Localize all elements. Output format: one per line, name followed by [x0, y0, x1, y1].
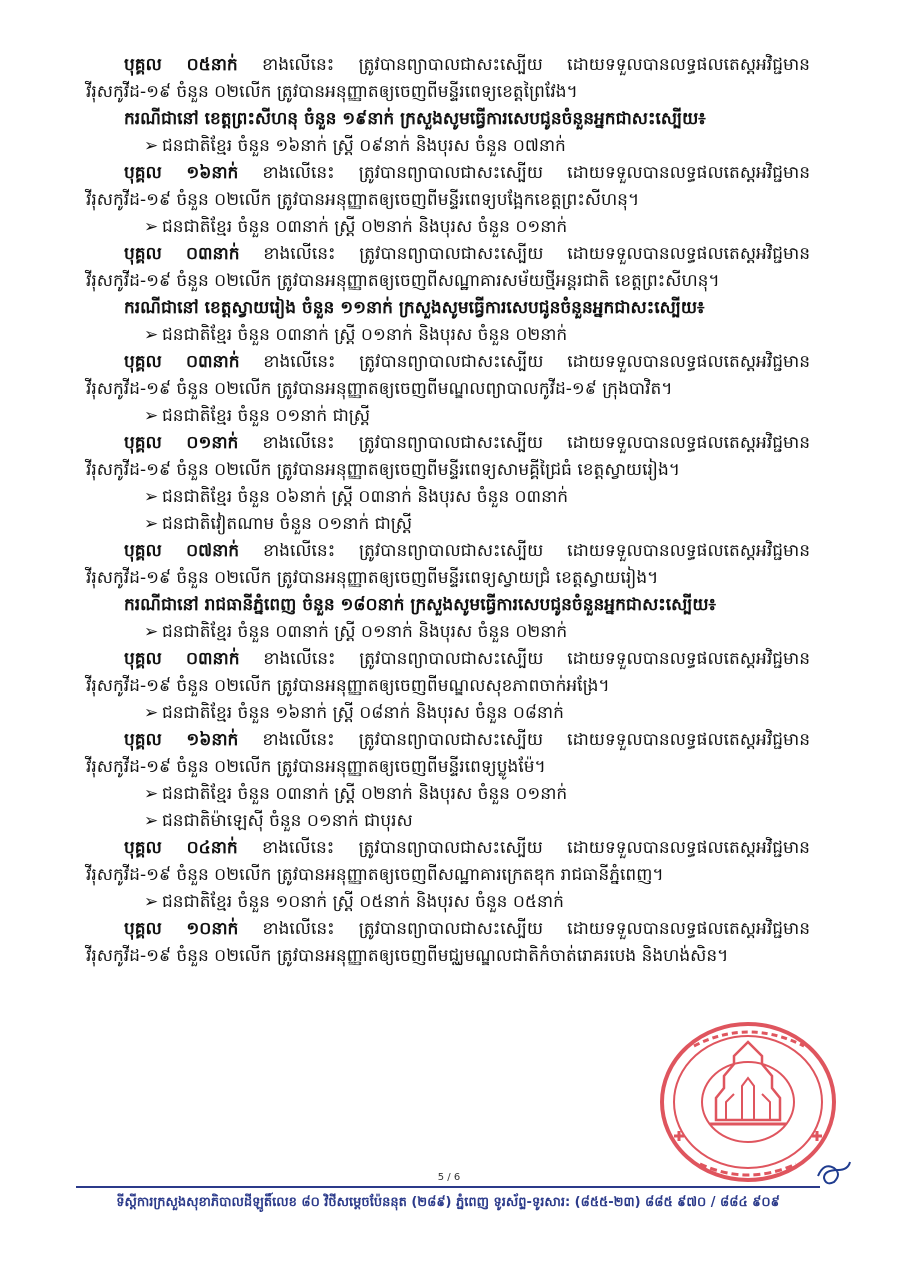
- bullet-item: [86, 781, 810, 808]
- footer-address: ទីស្តីការក្រសួងសុខាភិបាលដីឡូតិ៍លេខ ៨០ វិថីសម្តេចប៉ែននុត (២៨៩) ភ្នំពេញ ទូរស័ព្ទ-ទូរសារ: (៨៥៥-២៣) ៨៨៥ ៩៧០ / ៨៨៤ ៩០៩: [116, 1195, 780, 1210]
- body-paragraph: [86, 727, 810, 781]
- person-count: បុគ្គល ១៦នាក់: [124, 730, 239, 750]
- footer-divider: [76, 1186, 820, 1188]
- bullet-item: [86, 322, 810, 349]
- section-heading: ករណីជានៅ ខេត្តស្វាយរៀង ចំនួន ១១នាក់ ក្រសួងសូមធ្វើការសេបជូនចំនួនអ្នកជាសះស្បើយ៖: [124, 298, 705, 318]
- document-body: [86, 52, 810, 970]
- person-count: បុគ្គល ០៧នាក់: [124, 541, 240, 561]
- bullet-item: [86, 700, 810, 727]
- bullet-text: ជនជាតិខ្មែរ ចំនួន ០១នាក់ ជាស្ត្រី: [162, 406, 371, 426]
- person-count: បុគ្គល ១០នាក់: [124, 919, 239, 939]
- section-heading: ករណីជានៅ ខេត្តព្រះសីហនុ ចំនួន ១៩នាក់ ក្រសួងសូមធ្វើការសេបជូនចំនួនអ្នកជាសះស្បើយ៖: [124, 109, 706, 129]
- arrow-bullet-icon: ➢: [144, 811, 159, 831]
- body-paragraph: [86, 916, 810, 970]
- body-paragraph: [86, 52, 810, 106]
- paragraph-text: ខាងលើនេះ ត្រូវបានព្យាបាលជាសះស្បើយ ដោយទទួលបានលទ្ធផលតេស្តអវិជ្ជមានវីរុសកូវីដ-១៩ ចំនួន ០២លើក ត្រូវបានអនុញ្ញាតឲ្យចេញពីមណ្ឌលព្យាបាលកូវីដ-១៩ ក្រុងបាវិត។: [86, 352, 810, 399]
- body-paragraph: [86, 349, 810, 403]
- person-count: បុគ្គល ០៤នាក់: [124, 838, 238, 858]
- paragraph-text: ខាងលើនេះ ត្រូវបានព្យាបាលជាសះស្បើយ ដោយទទួលបានលទ្ធផលតេស្តអវិជ្ជមានវីរុសកូវីដ-១៩ ចំនួន ០២លើក ត្រូវបានអនុញ្ញាតឲ្យចេញពីសណ្ឋាគារក្រេតឌុក រាជធានីភ្នំពេញ។: [86, 838, 810, 885]
- arrow-bullet-icon: ➢: [144, 514, 159, 534]
- paragraph-text: ខាងលើនេះ ត្រូវបានព្យាបាលជាសះស្បើយ ដោយទទួលបានលទ្ធផលតេស្តអវិជ្ជមានវីរុសកូវីដ-១៩ ចំនួន ០២លើក ត្រូវបានអនុញ្ញាតឲ្យចេញពីមន្ទីរពេទ្យខេត្តព្រៃវែង។: [86, 55, 810, 102]
- arrow-bullet-icon: ➢: [144, 892, 159, 912]
- body-paragraph: [86, 241, 810, 295]
- arrow-bullet-icon: ➢: [144, 136, 159, 156]
- page-number: 5 / 6: [437, 1172, 461, 1183]
- person-count: បុគ្គល ០១នាក់: [124, 433, 239, 453]
- section-heading: ករណីជានៅ រាជធានីភ្នំពេញ ចំនួន ១៨០នាក់ ក្រសួងសូមធ្វើការសេបជូនចំនួនអ្នកជាសះស្បើយ៖: [124, 595, 717, 615]
- body-paragraph: [86, 646, 810, 700]
- arrow-bullet-icon: ➢: [144, 487, 159, 507]
- arrow-bullet-icon: ➢: [144, 217, 159, 237]
- person-count: បុគ្គល ០៣នាក់: [124, 244, 240, 264]
- bullet-text: ជនជាតិខ្មែរ ចំនួន ១០នាក់ ស្ត្រី ០៥នាក់ និងបុរស ចំនួន ០៥នាក់: [162, 892, 564, 912]
- arrow-bullet-icon: ➢: [144, 406, 159, 426]
- bullet-item: [86, 214, 810, 241]
- arrow-bullet-icon: ➢: [144, 325, 159, 345]
- arrow-bullet-icon: ➢: [144, 784, 159, 804]
- bullet-item: [86, 619, 810, 646]
- person-count: បុគ្គល ០៣នាក់: [124, 352, 240, 372]
- bullet-item: [86, 403, 810, 430]
- body-paragraph: [86, 430, 810, 484]
- bullet-text: ជនជាតិខ្មែរ ចំនួន ០៣នាក់ ស្ត្រី ០២នាក់ និងបុរស ចំនួន ០១នាក់: [162, 784, 568, 804]
- paragraph-text: ខាងលើនេះ ត្រូវបានព្យាបាលជាសះស្បើយ ដោយទទួលបានលទ្ធផលតេស្តអវិជ្ជមានវីរុសកូវីដ-១៩ ចំនួន ០២លើក ត្រូវបានអនុញ្ញាតឲ្យចេញពីមន្ទីរពេទ្យប្លូងម៉ែ។: [86, 730, 810, 777]
- bullet-text: ជនជាតិខ្មែរ ចំនួន ០៣នាក់ ស្ត្រី ០១នាក់ និងបុរស ចំនួន ០២នាក់: [162, 325, 568, 345]
- person-count: បុគ្គល ០៥នាក់: [124, 55, 238, 75]
- bullet-text: ជនជាតិខ្មែរ ចំនួន ១៦នាក់ ស្ត្រី ០៨នាក់ និងបុរស ចំនួន ០៨នាក់: [162, 703, 564, 723]
- arrow-bullet-icon: ➢: [144, 703, 159, 723]
- bullet-text: ជនជាតិខ្មែរ ចំនួន ០៣នាក់ ស្ត្រី ០២នាក់ និងបុរស ចំនួន ០១នាក់: [162, 217, 568, 237]
- body-paragraph: [86, 538, 810, 592]
- bullet-text: ជនជាតិម៉ាឡេស៊ី ចំនួន ០១នាក់ ជាបុរស: [162, 811, 413, 831]
- body-paragraph: [86, 160, 810, 214]
- paragraph-text: ខាងលើនេះ ត្រូវបានព្យាបាលជាសះស្បើយ ដោយទទួលបានលទ្ធផលតេស្តអវិជ្ជមានវីរុសកូវីដ-១៩ ចំនួន ០២លើក ត្រូវបានអនុញ្ញាតឲ្យចេញពីមន្ទីរពេទ្យសាមគ្គីជ្រៃធំ ខេត្តស្វាយរៀង។: [86, 433, 810, 480]
- bullet-item: [86, 808, 810, 835]
- bullet-text: ជនជាតិខ្មែរ ចំនួន ១៦នាក់ ស្ត្រី ០៩នាក់ និងបុរស ចំនួន ០៧នាក់: [162, 136, 566, 156]
- arrow-bullet-icon: ➢: [144, 622, 159, 642]
- paragraph-text: ខាងលើនេះ ត្រូវបានព្យាបាលជាសះស្បើយ ដោយទទួលបានលទ្ធផលតេស្តអវិជ្ជមានវីរុសកូវីដ-១៩ ចំនួន ០២លើក ត្រូវបានអនុញ្ញាតឲ្យចេញពីមជ្ឈមណ្ឌលជាតិកំចាត់រោគរបេង និងហង់សិន។: [86, 919, 810, 966]
- bullet-item: [86, 511, 810, 538]
- bullet-item: [86, 133, 810, 160]
- bullet-text: ជនជាតិវៀតណាម ចំនួន ០១នាក់ ជាស្ត្រី: [162, 514, 413, 534]
- bullet-item: [86, 889, 810, 916]
- bullet-text: ជនជាតិខ្មែរ ចំនួន ០៣នាក់ ស្ត្រី ០១នាក់ និងបុរស ចំនួន ០២នាក់: [162, 622, 568, 642]
- paragraph-text: ខាងលើនេះ ត្រូវបានព្យាបាលជាសះស្បើយ ដោយទទួលបានលទ្ធផលតេស្តអវិជ្ជមានវីរុសកូវីដ-១៩ ចំនួន ០២លើក ត្រូវបានអនុញ្ញាតឲ្យចេញពីសណ្ឋាគារសម័យថ្មីអន្តរជាតិ ខេត្តព្រះសីហនុ។: [86, 244, 810, 291]
- paragraph-text: ខាងលើនេះ ត្រូវបានព្យាបាលជាសះស្បើយ ដោយទទួលបានលទ្ធផលតេស្តអវិជ្ជមានវីរុសកូវីដ-១៩ ចំនួន ០២លើក ត្រូវបានអនុញ្ញាតឲ្យចេញពីមណ្ឌលសុខភាពចាក់អង្រែ។: [86, 649, 810, 696]
- bullet-text: ជនជាតិខ្មែរ ចំនួន ០៦នាក់ ស្ត្រី ០៣នាក់ និងបុរស ចំនួន ០៣នាក់: [162, 487, 569, 507]
- paragraph-text: ខាងលើនេះ ត្រូវបានព្យាបាលជាសះស្បើយ ដោយទទួលបានលទ្ធផលតេស្តអវិជ្ជមានវីរុសកូវីដ-១៩ ចំនួន ០២លើក ត្រូវបានអនុញ្ញាតឲ្យចេញពីមន្ទីរពេទ្យបង្អែកខេត្តព្រះសីហនុ។: [86, 163, 810, 210]
- paragraph-text: ខាងលើនេះ ត្រូវបានព្យាបាលជាសះស្បើយ ដោយទទួលបានលទ្ធផលតេស្តអវិជ្ជមានវីរុសកូវីដ-១៩ ចំនួន ០២លើក ត្រូវបានអនុញ្ញាតឲ្យចេញពីមន្ទីរពេទ្យស្វាយជ្រំ ខេត្តស្វាយរៀង។: [86, 541, 810, 588]
- body-paragraph: [86, 835, 810, 889]
- person-count: បុគ្គល ០៣នាក់: [124, 649, 240, 669]
- bullet-item: [86, 484, 810, 511]
- person-count: បុគ្គល ១៦នាក់: [124, 163, 239, 183]
